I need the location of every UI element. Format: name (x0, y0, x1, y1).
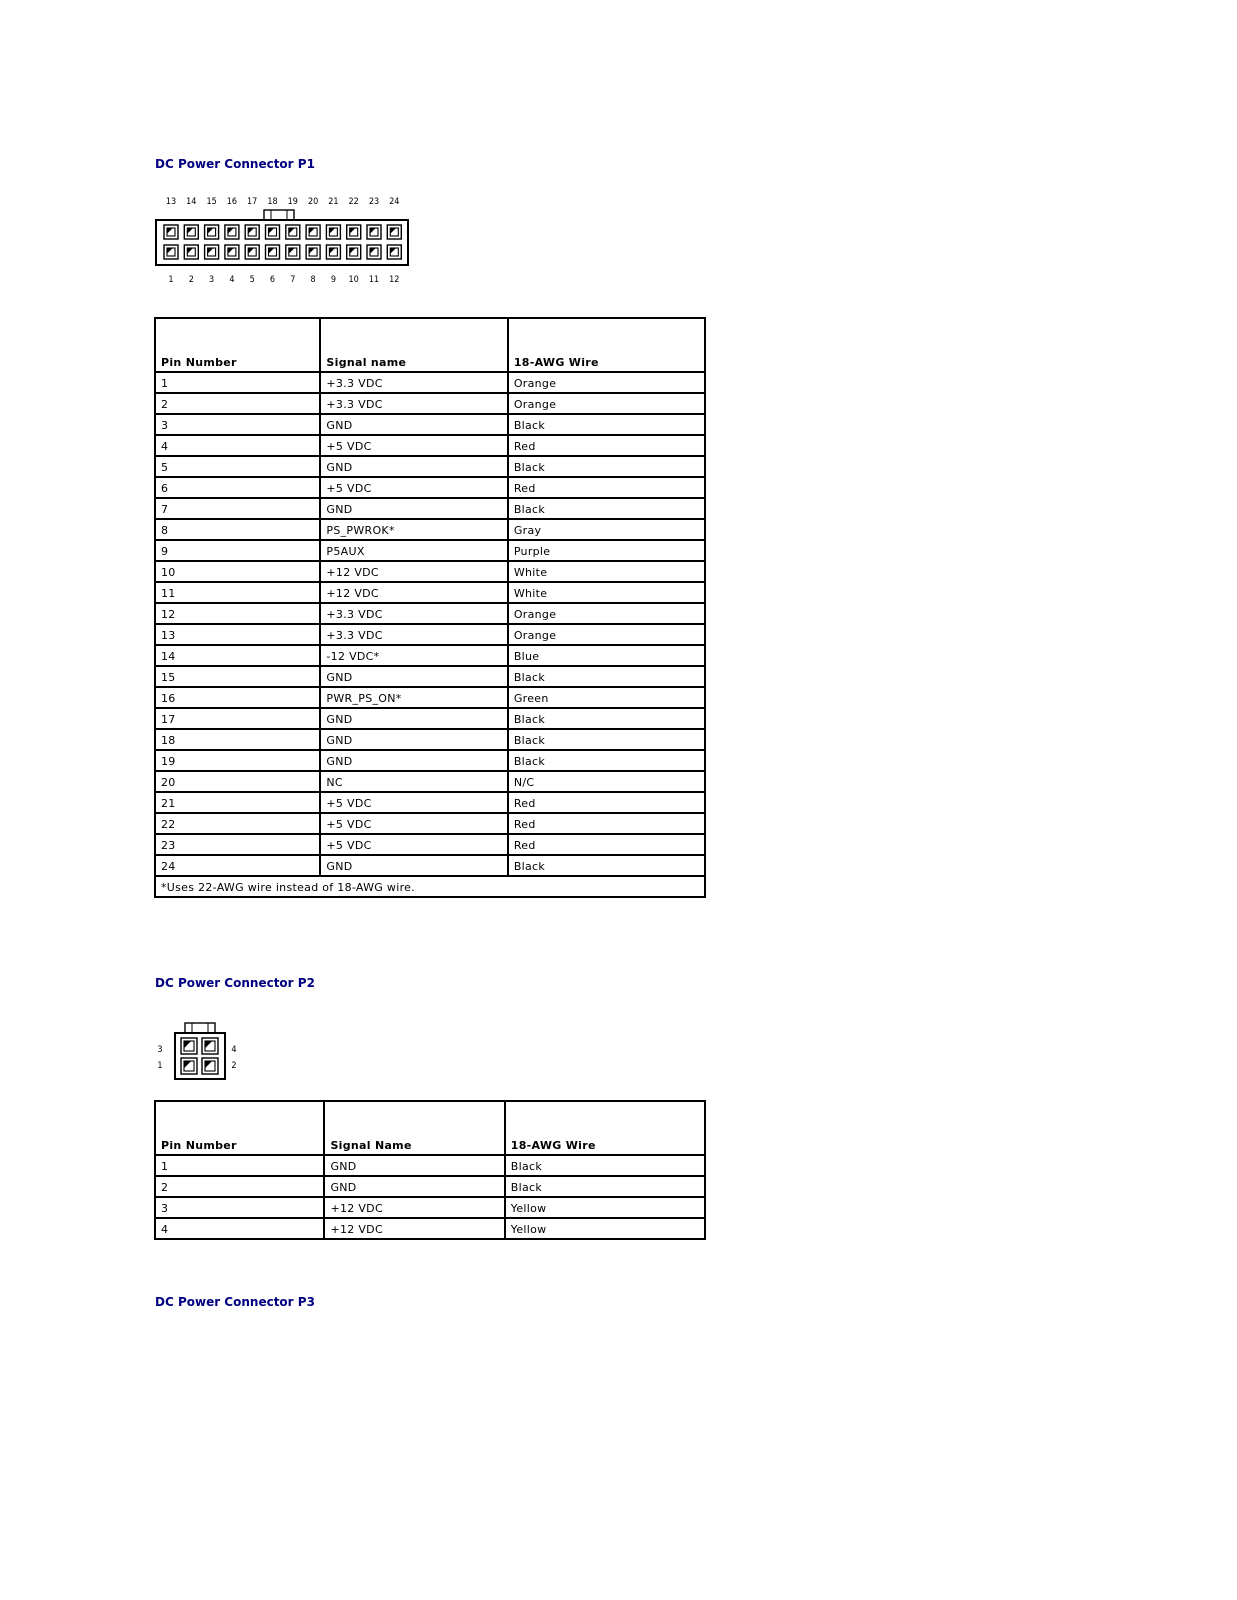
pin-socket (367, 225, 381, 239)
table-cell: 6 (155, 477, 320, 498)
column-header: Pin Number (155, 1101, 324, 1155)
pin-label: 7 (290, 275, 296, 285)
table-cell: 9 (155, 540, 320, 561)
pin-label: 3 (157, 1045, 163, 1055)
section-title-p1: DC Power Connector P1 (155, 157, 315, 171)
pin-socket (306, 245, 320, 259)
table-cell: +12 VDC (324, 1218, 504, 1239)
pin-socket (387, 225, 401, 239)
table-cell: Black (505, 1155, 705, 1176)
table-row (155, 792, 705, 813)
column-header: Signal Name (324, 1101, 504, 1155)
table-cell: 1 (155, 1155, 324, 1176)
table-cell: +12 VDC (324, 1197, 504, 1218)
pin-label: 1 (157, 1061, 163, 1071)
table-cell: 3 (155, 414, 320, 435)
table-row (155, 456, 705, 477)
table-cell: GND (324, 1176, 504, 1197)
pin-label: 20 (307, 197, 319, 207)
table-cell: GND (320, 414, 507, 435)
pin-label: 4 (231, 1045, 237, 1055)
table-row (155, 603, 705, 624)
table-cell: GND (320, 855, 507, 876)
pin-socket (202, 1058, 218, 1074)
table-cell: 17 (155, 708, 320, 729)
pin-label: 5 (249, 275, 255, 285)
table-row (155, 624, 705, 645)
table-cell: Orange (508, 624, 705, 645)
table-cell: +12 VDC (320, 561, 507, 582)
pin-label: 10 (348, 275, 359, 285)
pin-label: 23 (368, 197, 380, 207)
table-footnote: *Uses 22-AWG wire instead of 18-AWG wire. (155, 876, 705, 897)
pin-socket (367, 245, 381, 259)
pin-socket (286, 225, 300, 239)
table-cell: 19 (155, 750, 320, 771)
table-cell: +3.3 VDC (320, 372, 507, 393)
table-row (155, 750, 705, 771)
pin-socket (164, 225, 178, 239)
table-cell: 13 (155, 624, 320, 645)
table-cell: 18 (155, 729, 320, 750)
table-cell: GND (320, 498, 507, 519)
pin-label: 16 (226, 197, 238, 207)
pin-label: 14 (186, 197, 197, 207)
table-row (155, 834, 705, 855)
table-row (155, 372, 705, 393)
table-row (155, 540, 705, 561)
table-header-row (155, 1101, 705, 1155)
table-cell: GND (320, 729, 507, 750)
column-header: Signal name (320, 318, 507, 372)
table-row (155, 708, 705, 729)
pin-label: 21 (328, 197, 339, 207)
pin-socket (266, 225, 280, 239)
table-cell: 10 (155, 561, 320, 582)
table-cell: Gray (508, 519, 705, 540)
table-cell: 12 (155, 603, 320, 624)
table-row (155, 477, 705, 498)
table-cell: +5 VDC (320, 792, 507, 813)
table-row (155, 414, 705, 435)
pin-label: 3 (209, 275, 215, 285)
pin-socket (387, 245, 401, 259)
connector-latch (264, 210, 294, 220)
table-cell: PWR_PS_ON* (320, 687, 507, 708)
table-cell: Black (508, 729, 705, 750)
connector-p1-diagram (155, 193, 415, 289)
table-header-row (155, 318, 705, 372)
pin-label: 15 (206, 197, 217, 207)
table-cell: Black (508, 666, 705, 687)
table-cell: 20 (155, 771, 320, 792)
table-cell: Black (508, 855, 705, 876)
table-cell: White (508, 582, 705, 603)
pinout-table-p2 (154, 1100, 706, 1240)
table-row (155, 645, 705, 666)
pin-label: 22 (348, 197, 359, 207)
table-row (155, 435, 705, 456)
pin-socket (286, 245, 300, 259)
table-cell: +12 VDC (320, 582, 507, 603)
table-cell: Black (508, 498, 705, 519)
footnote-row (155, 876, 705, 897)
table-cell: Red (508, 813, 705, 834)
table-cell: GND (320, 708, 507, 729)
table-cell: +3.3 VDC (320, 603, 507, 624)
table-cell: Black (508, 750, 705, 771)
pin-socket (245, 245, 259, 259)
connector-p2-diagram (155, 1022, 245, 1082)
column-header: Pin Number (155, 318, 320, 372)
table-row (155, 1218, 705, 1239)
table-cell: 2 (155, 1176, 324, 1197)
table-cell: Orange (508, 372, 705, 393)
pin-socket (205, 245, 219, 259)
table-cell: +3.3 VDC (320, 393, 507, 414)
table-cell: Orange (508, 603, 705, 624)
pin-socket (184, 245, 198, 259)
table-row (155, 771, 705, 792)
table-cell: Red (508, 792, 705, 813)
connector-latch (185, 1023, 215, 1033)
pinout-table-p1 (154, 317, 706, 898)
table-cell: GND (320, 456, 507, 477)
table-cell: Green (508, 687, 705, 708)
table-cell: 16 (155, 687, 320, 708)
table-cell: Blue (508, 645, 705, 666)
table-cell: 15 (155, 666, 320, 687)
pin-socket (347, 245, 361, 259)
table-cell: NC (320, 771, 507, 792)
pin-socket (266, 245, 280, 259)
table-cell: 1 (155, 372, 320, 393)
table-row (155, 855, 705, 876)
table-cell: 7 (155, 498, 320, 519)
table-cell: 22 (155, 813, 320, 834)
table-cell: Black (508, 708, 705, 729)
table-cell: Red (508, 435, 705, 456)
table-cell: Yellow (505, 1197, 705, 1218)
table-row (155, 729, 705, 750)
table-cell: +3.3 VDC (320, 624, 507, 645)
table-cell: 8 (155, 519, 320, 540)
pin-socket (181, 1058, 197, 1074)
pin-label: 2 (188, 275, 194, 285)
pin-label: 13 (165, 197, 177, 207)
table-row (155, 1155, 705, 1176)
table-row (155, 393, 705, 414)
table-cell: GND (320, 666, 507, 687)
table-cell: GND (324, 1155, 504, 1176)
table-row (155, 813, 705, 834)
table-cell: Red (508, 834, 705, 855)
table-cell: +5 VDC (320, 813, 507, 834)
pin-socket (225, 225, 239, 239)
pin-socket (181, 1038, 197, 1054)
pin-label: 12 (389, 275, 400, 285)
pin-label: 19 (287, 197, 298, 207)
table-cell: 24 (155, 855, 320, 876)
pin-label: 9 (330, 275, 336, 285)
table-cell: Orange (508, 393, 705, 414)
table-cell: +5 VDC (320, 477, 507, 498)
table-cell: 3 (155, 1197, 324, 1218)
section-title-p3: DC Power Connector P3 (155, 1295, 315, 1309)
table-cell: Yellow (505, 1218, 705, 1239)
pin-label: 17 (247, 197, 258, 207)
table-cell: 11 (155, 582, 320, 603)
pin-socket (225, 245, 239, 259)
table-row (155, 1176, 705, 1197)
pin-socket (202, 1038, 218, 1054)
table-cell: 23 (155, 834, 320, 855)
pin-label: 24 (389, 197, 400, 207)
table-cell: Red (508, 477, 705, 498)
pin-socket (164, 245, 178, 259)
column-header: 18-AWG Wire (508, 318, 705, 372)
section-title-p2: DC Power Connector P2 (155, 976, 315, 990)
pin-socket (245, 225, 259, 239)
table-row (155, 582, 705, 603)
table-row (155, 561, 705, 582)
pin-socket (326, 225, 340, 239)
pin-socket (205, 225, 219, 239)
pin-label: 2 (231, 1061, 237, 1071)
table-cell: PS_PWROK* (320, 519, 507, 540)
pin-label: 1 (168, 275, 174, 285)
pin-socket (306, 225, 320, 239)
table-cell: N/C (508, 771, 705, 792)
table-cell: 21 (155, 792, 320, 813)
table-cell: 4 (155, 435, 320, 456)
table-cell: +5 VDC (320, 435, 507, 456)
table-cell: 4 (155, 1218, 324, 1239)
pin-socket (326, 245, 340, 259)
table-row (155, 687, 705, 708)
table-cell: 14 (155, 645, 320, 666)
table-cell: P5AUX (320, 540, 507, 561)
pin-label: 6 (269, 275, 276, 285)
table-cell: +5 VDC (320, 834, 507, 855)
pin-label: 11 (368, 275, 380, 285)
table-row (155, 666, 705, 687)
table-cell: GND (320, 750, 507, 771)
pin-label: 8 (310, 275, 316, 285)
table-row (155, 519, 705, 540)
table-cell: -12 VDC* (320, 645, 507, 666)
table-cell: Black (505, 1176, 705, 1197)
pin-label: 18 (267, 197, 278, 207)
table-cell: White (508, 561, 705, 582)
table-row (155, 1197, 705, 1218)
table-cell: Black (508, 414, 705, 435)
table-row (155, 498, 705, 519)
table-cell: 5 (155, 456, 320, 477)
pin-socket (184, 225, 198, 239)
table-cell: Purple (508, 540, 705, 561)
pin-socket (347, 225, 361, 239)
pin-label: 4 (229, 275, 235, 285)
table-cell: 2 (155, 393, 320, 414)
table-cell: Black (508, 456, 705, 477)
column-header: 18-AWG Wire (505, 1101, 705, 1155)
